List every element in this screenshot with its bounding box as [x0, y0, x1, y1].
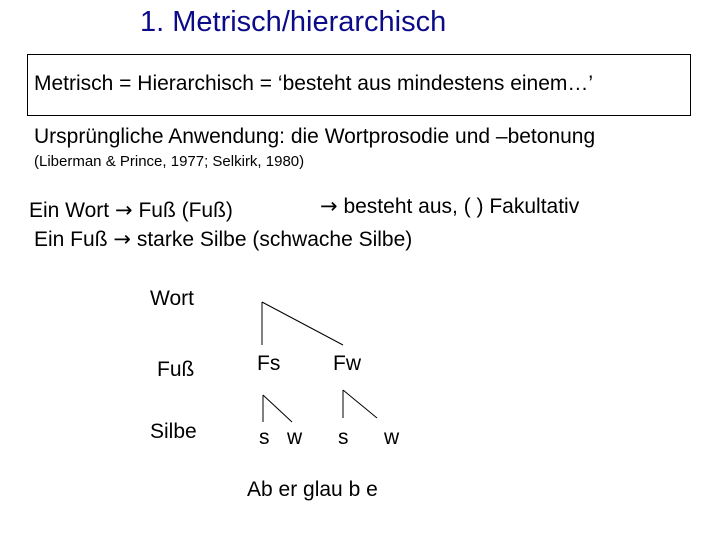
right-arrow-icon: →	[114, 198, 133, 222]
right-arrow-icon: →	[320, 194, 338, 218]
original-use-text: Ursprüngliche Anwendung: die Wortprosodie und –betonung	[34, 125, 596, 148]
rule2-right: starke Silbe (schwache Silbe)	[136, 228, 413, 251]
rule1-left: Ein Wort	[29, 199, 110, 222]
rule-word-to-foot	[29, 198, 233, 223]
syllable-node: s	[259, 426, 270, 449]
level-label-wort: Wort	[150, 287, 194, 310]
rule-legend-text: besteht aus, ( ) Fakultativ	[343, 195, 580, 218]
foot-node-strong: Fs	[257, 352, 281, 375]
branch-fs-w	[263, 395, 292, 422]
rule2-left: Ein Fuß	[34, 228, 108, 251]
citation-text: (Liberman & Prince, 1977; Selkirk, 1980)	[34, 153, 305, 170]
right-arrow-icon: →	[113, 227, 131, 251]
branch-fw-w	[343, 390, 377, 418]
slide-title: 1. Metrisch/hierarchisch	[140, 6, 447, 38]
level-label-fuss: Fuß	[157, 358, 195, 381]
rule-foot-to-syllable	[34, 227, 412, 252]
definition-text: Metrisch = Hierarchisch = ‘besteht aus mindestens einem…’	[34, 72, 594, 95]
example-word: Ab er glau b e	[247, 478, 378, 501]
syllable-node: w	[287, 426, 303, 449]
syllable-node: w	[384, 426, 400, 449]
rule-legend	[320, 194, 579, 219]
branch-wort-fw	[262, 302, 343, 345]
syllable-node: s	[338, 426, 349, 449]
foot-node-weak: Fw	[333, 352, 361, 375]
rule1-right: Fuß (Fuß)	[138, 199, 233, 222]
level-label-silbe: Silbe	[150, 420, 197, 443]
